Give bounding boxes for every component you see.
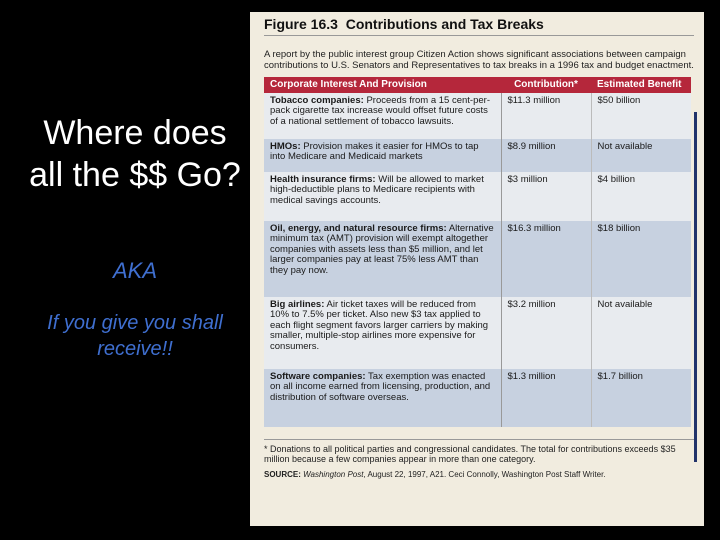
provision-text: Alternative minimum tax (AMT) provision will exempt altogether companies with assets less than $5 million, and let larger companies pay at least 75% less AMT than they pay now.	[270, 223, 494, 276]
benefit-cell: Not available	[591, 297, 691, 369]
company-name: Health insurance firms:	[270, 174, 376, 185]
table-header-row	[264, 77, 691, 93]
interest-cell	[264, 172, 501, 221]
provision-text: Proceeds from a 15 cent-per-pack cigarette tax increase would offset future costs of a national settlement of tobacco lawsuits.	[270, 95, 490, 127]
company-name: Oil, energy, and natural resource firms:	[270, 223, 447, 234]
provision-text: Provision makes it easier for HMOs to tap into Medicare and Medicaid markets	[270, 141, 479, 163]
benefit-cell: Not available	[591, 139, 691, 172]
interest-cell	[264, 297, 501, 369]
benefit-cell: $50 billion	[591, 93, 691, 139]
provision-text: Tax exemption was enacted on all income earned from licensing, production, and distribution of software overseas.	[270, 371, 491, 403]
header-benefit: Estimated Benefit	[591, 77, 691, 93]
contribution-cell: $3 million	[501, 172, 591, 221]
provision-text: Air ticket taxes will be reduced from 10% to 7.5% per ticket. Also new $3 tax applied to each flight segment favors larger carriers by making smaller, multiple-stop airlines more expensive for consumers.	[270, 299, 489, 352]
contribution-cell: $3.2 million	[501, 297, 591, 369]
company-name: HMOs:	[270, 141, 301, 152]
slide-aka: AKA	[112, 258, 158, 283]
table-row	[264, 139, 691, 172]
table-row	[264, 221, 691, 297]
table-row	[264, 172, 691, 221]
figure-panel	[250, 12, 704, 526]
table-row	[264, 297, 691, 369]
contributions-table	[264, 77, 691, 427]
source-details: , August 22, 1997, A21. Ceci Connolly, Washington Post Staff Writer.	[363, 470, 606, 479]
contribution-cell: $11.3 million	[501, 93, 591, 139]
slide-tagline: If you give you shall receive!!	[47, 312, 223, 360]
slide-text-panel	[0, 0, 250, 540]
source-label: SOURCE:	[264, 470, 301, 479]
interest-cell	[264, 369, 501, 427]
table-row	[264, 93, 691, 139]
figure-footnote: * Donations to all political parties and congressional candidates. The total for contributions exceeds $35 million because a few companies appear in more than one category.	[264, 439, 694, 464]
provision-text: Will be allowed to market high-deductible plans to Medicare recipients with medical savings accounts.	[270, 174, 484, 206]
figure-title	[264, 16, 694, 36]
company-name: Software companies:	[270, 371, 366, 382]
contribution-cell: $8.9 million	[501, 139, 591, 172]
benefit-cell: $4 billion	[591, 172, 691, 221]
interest-cell	[264, 139, 501, 172]
figure-number: Figure 16.3	[264, 16, 338, 32]
contribution-cell: $16.3 million	[501, 221, 591, 297]
benefit-cell: $1.7 billion	[591, 369, 691, 427]
figure-source	[264, 470, 694, 479]
slide-title: Where does all the $$ Go?	[29, 114, 241, 194]
company-name: Big airlines:	[270, 299, 325, 310]
interest-cell	[264, 221, 501, 297]
interest-cell	[264, 93, 501, 139]
source-publication: Washington Post	[303, 470, 364, 479]
header-contribution: Contribution*	[501, 77, 591, 93]
contribution-cell: $1.3 million	[501, 369, 591, 427]
benefit-cell: $18 billion	[591, 221, 691, 297]
figure-title-text: Contributions and Tax Breaks	[345, 16, 544, 32]
figure-intro: A report by the public interest group Citizen Action shows significant associations between campaign contributions to U.S. Senators and Representatives to tax breaks in a 1996 tax and budget enactment.	[264, 49, 694, 71]
company-name: Tobacco companies:	[270, 95, 364, 106]
table-edge-rule	[694, 112, 697, 462]
header-interest: Corporate Interest And Provision	[264, 77, 501, 93]
table-row	[264, 369, 691, 427]
